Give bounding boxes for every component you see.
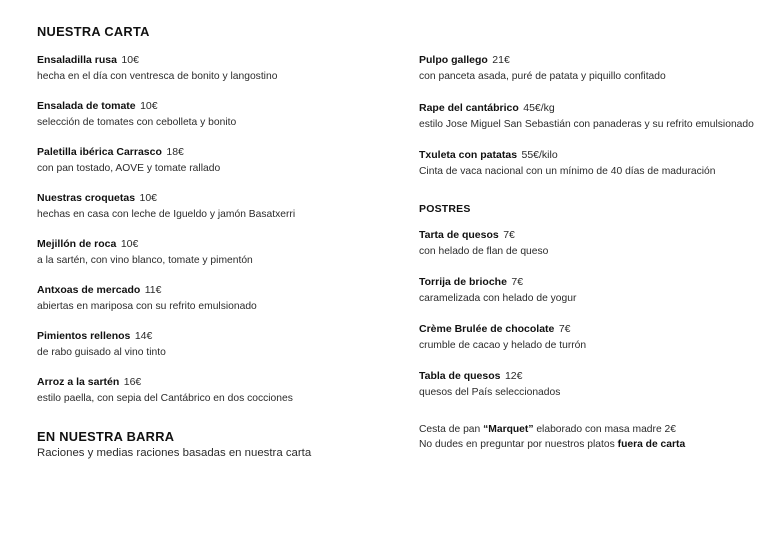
menu-item bbox=[37, 372, 293, 405]
item-name: Rape del cantábrico bbox=[419, 102, 519, 114]
item-price: 21€ bbox=[492, 54, 510, 66]
menu-item bbox=[419, 145, 716, 178]
item-description: Cinta de vaca nacional con un mínimo de 40 días de maduración bbox=[419, 165, 716, 177]
item-price: 10€ bbox=[140, 100, 158, 112]
item-price: 45€/kg bbox=[523, 102, 555, 114]
item-description: caramelizada con helado de yogur bbox=[419, 292, 577, 304]
menu-item bbox=[419, 98, 754, 131]
item-name: Tarta de quesos bbox=[419, 229, 499, 241]
item-name: Paletilla ibérica Carrasco bbox=[37, 146, 162, 158]
section-title-nuestra-carta: NUESTRA CARTA bbox=[37, 24, 150, 39]
item-price: 11€ bbox=[144, 284, 162, 296]
item-description: selección de tomates con cebolleta y bonito bbox=[37, 116, 237, 128]
item-description: hechas en casa con leche de Igueldo y jamón Basatxerri bbox=[37, 208, 296, 220]
item-price: 16€ bbox=[123, 376, 142, 388]
item-price: 14€ bbox=[134, 330, 153, 342]
item-description: de rabo guisado al vino tinto bbox=[37, 346, 166, 358]
off-menu-note-pre: No dudes en preguntar por nuestros platos bbox=[419, 438, 618, 450]
section-title-postres: POSTRES bbox=[419, 203, 471, 215]
item-price: 7€ bbox=[558, 323, 571, 335]
bread-note-post: elaborado con masa madre 2€ bbox=[533, 424, 676, 435]
item-name: Ensaladilla rusa bbox=[37, 54, 117, 66]
item-description: crumble de cacao y helado de turrón bbox=[419, 339, 587, 351]
item-description: abiertas en mariposa con su refrito emulsionado bbox=[37, 300, 257, 312]
barra-description: Raciones y medias raciones basadas en nuestra carta bbox=[37, 447, 312, 459]
item-description: quesos del País seleccionados bbox=[419, 386, 561, 398]
footer-notes bbox=[419, 423, 685, 453]
item-price: 18€ bbox=[166, 146, 184, 158]
item-description: estilo paella, con sepia del Cantábrico en dos cocciones bbox=[37, 392, 293, 404]
item-price: 55€/kilo bbox=[521, 149, 558, 161]
item-name: Pimientos rellenos bbox=[37, 330, 131, 342]
item-price: 10€ bbox=[139, 192, 158, 204]
menu-item bbox=[37, 326, 166, 359]
item-name: Tabla de quesos bbox=[419, 370, 501, 382]
menu-item bbox=[37, 188, 295, 221]
item-price: 10€ bbox=[120, 238, 139, 250]
item-name: Arroz a la sartén bbox=[37, 376, 120, 388]
menu-item bbox=[37, 96, 236, 129]
item-name: Torrija de brioche bbox=[419, 276, 507, 288]
item-description: con panceta asada, puré de patata y piquillo confitado bbox=[419, 70, 666, 82]
menu-item bbox=[37, 234, 253, 267]
menu-item bbox=[419, 50, 666, 83]
item-description: con pan tostado, AOVE y tomate rallado bbox=[37, 162, 221, 174]
menu-item bbox=[419, 319, 586, 352]
item-name: Antxoas de mercado bbox=[37, 284, 141, 296]
menu-item bbox=[37, 50, 277, 83]
item-name: Mejillón de roca bbox=[37, 238, 117, 250]
menu-item bbox=[37, 280, 257, 313]
item-price: 7€ bbox=[503, 229, 515, 241]
item-name: Nuestras croquetas bbox=[37, 192, 136, 204]
barra-section bbox=[37, 429, 311, 459]
bread-note bbox=[419, 423, 685, 438]
item-description: con helado de flan de queso bbox=[419, 245, 549, 257]
item-name: Txuleta con patatas bbox=[419, 149, 518, 161]
item-description: hecha en el día con ventresca de bonito y langostino bbox=[37, 70, 278, 82]
bread-note-pre: Cesta de pan bbox=[419, 424, 484, 435]
off-menu-note-emphasis: fuera de carta bbox=[617, 438, 686, 450]
item-name: Ensalada de tomate bbox=[37, 100, 136, 112]
off-menu-note bbox=[419, 438, 685, 453]
item-price: 12€ bbox=[504, 370, 523, 382]
item-price: 7€ bbox=[511, 276, 524, 288]
item-description: estilo Jose Miguel San Sebastián con panaderas y su refrito emulsionado bbox=[419, 118, 754, 130]
menu-item bbox=[419, 225, 548, 258]
item-name: Pulpo gallego bbox=[419, 54, 488, 66]
item-price: 10€ bbox=[121, 54, 139, 66]
item-description: a la sartén, con vino blanco, tomate y pimentón bbox=[37, 254, 253, 266]
menu-item bbox=[37, 142, 220, 175]
section-title-en-nuestra-barra: EN NUESTRA BARRA bbox=[37, 429, 175, 444]
bread-note-brand: “Marquet” bbox=[483, 424, 534, 435]
menu-item bbox=[419, 366, 560, 399]
item-name: Crème Brulée de chocolate bbox=[419, 323, 555, 335]
menu-item bbox=[419, 272, 576, 305]
